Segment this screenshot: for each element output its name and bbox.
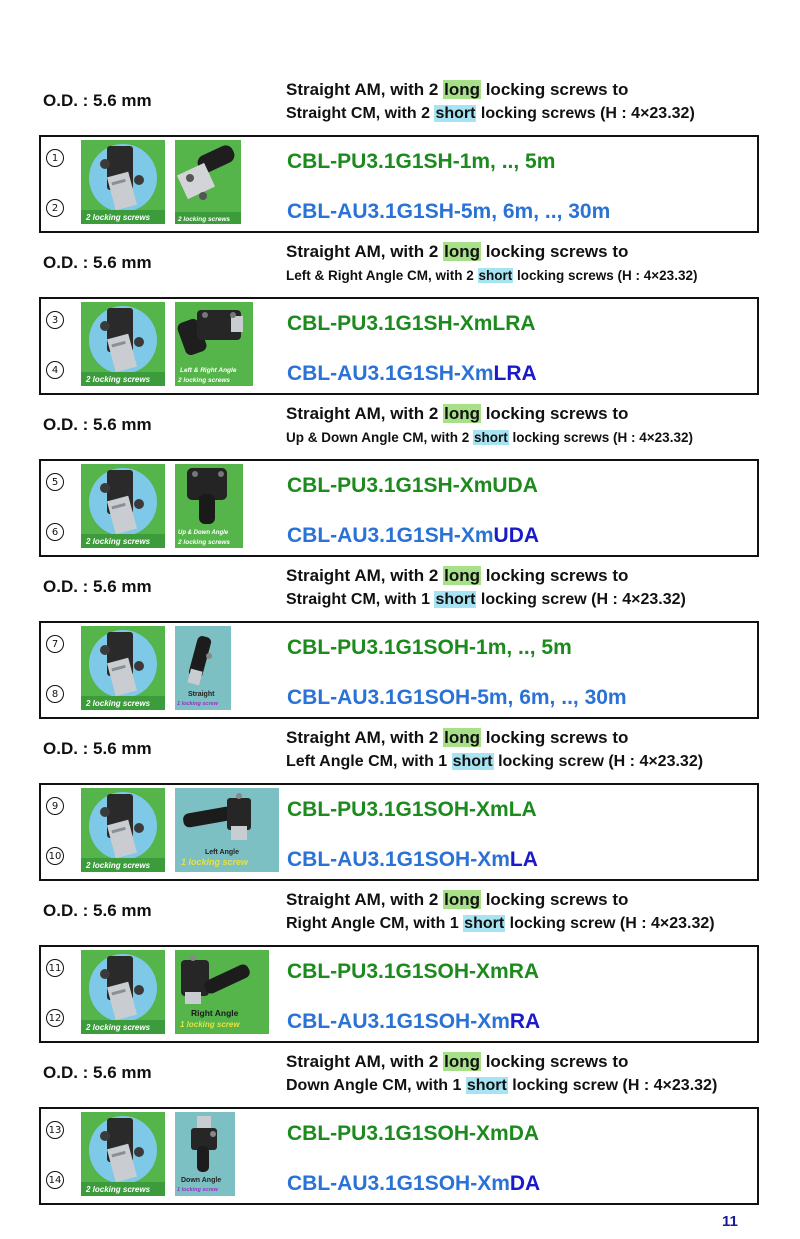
part-number-au-main: CBL-AU3.1G1SH-Xm bbox=[287, 362, 494, 385]
desc-text: Left & Right Angle CM, with 2 bbox=[286, 268, 478, 283]
image-title: Left & Right Angle bbox=[180, 367, 237, 374]
desc-text: Up & Down Angle CM, with 2 bbox=[286, 430, 473, 445]
image-title: Right Angle bbox=[191, 1008, 239, 1018]
right-angle-connector-image bbox=[175, 950, 269, 1034]
part-number-au-suffix: LA bbox=[509, 848, 538, 871]
usb-a-connector-image bbox=[81, 464, 165, 548]
cable-description bbox=[286, 726, 703, 773]
image-caption: 2 locking screws bbox=[86, 213, 151, 222]
section-header bbox=[0, 562, 800, 614]
section-header bbox=[0, 1048, 800, 1100]
image-title: Straight bbox=[188, 691, 215, 698]
image-caption: 1 locking screw bbox=[181, 857, 249, 867]
product-box bbox=[39, 945, 759, 1043]
part-number-au bbox=[287, 1010, 540, 1034]
part-number-au-suffix: DA bbox=[509, 1172, 541, 1195]
highlight-long: long bbox=[444, 890, 480, 909]
description-line-2 bbox=[286, 264, 697, 287]
product-box bbox=[39, 1107, 759, 1205]
part-number-pu: CBL-PU3.1G1SH-XmUDA bbox=[287, 474, 538, 497]
desc-text: locking screws (H : 4×23.32) bbox=[508, 430, 693, 445]
part-number-pu: CBL-PU3.1G1SOH-XmLA bbox=[287, 798, 537, 821]
outer-diameter: O.D. : 5.6 mm bbox=[43, 415, 152, 434]
cable-description bbox=[286, 564, 686, 611]
image-title: Left Angle bbox=[205, 849, 239, 856]
highlight-short: short bbox=[466, 1077, 507, 1094]
image-caption: 1 locking screw bbox=[177, 1187, 218, 1193]
left-right-angle-connector-image bbox=[175, 302, 253, 386]
desc-text: locking screws to bbox=[480, 1052, 629, 1071]
usb-a-connector-image bbox=[81, 302, 165, 386]
desc-text: locking screws to bbox=[480, 242, 629, 261]
highlight-short: short bbox=[435, 105, 476, 122]
up-down-angle-connector-image bbox=[175, 464, 243, 548]
item-number: 1 bbox=[46, 149, 64, 167]
image-caption: 2 locking screws bbox=[86, 699, 151, 708]
desc-text: locking screws to bbox=[480, 80, 629, 99]
desc-text: locking screws to bbox=[480, 728, 629, 747]
desc-text: locking screws to bbox=[480, 566, 629, 585]
product-box bbox=[39, 783, 759, 881]
image-title: Down Angle bbox=[181, 1177, 222, 1184]
product-box bbox=[39, 297, 759, 395]
section-header bbox=[0, 886, 800, 938]
part-number-pu: CBL-PU3.1G1SOH-XmRA bbox=[287, 960, 540, 983]
product-box bbox=[39, 459, 759, 557]
part-number-au-main: CBL-AU3.1G1SH-5m, 6m, .., 30m bbox=[287, 200, 611, 223]
desc-text: Straight AM, with 2 bbox=[286, 728, 444, 747]
part-number-au-main: CBL-AU3.1G1SOH-Xm bbox=[287, 1010, 510, 1033]
item-number: 10 bbox=[46, 847, 64, 865]
item-number: 3 bbox=[46, 311, 64, 329]
desc-text: locking screw (H : 4×23.32) bbox=[505, 915, 715, 932]
description-line-1 bbox=[286, 1050, 717, 1074]
item-number: 8 bbox=[46, 685, 64, 703]
description-line-1 bbox=[286, 564, 686, 588]
description-line-1 bbox=[286, 726, 703, 750]
section-header bbox=[0, 76, 800, 128]
desc-text: locking screws to bbox=[480, 404, 629, 423]
highlight-long: long bbox=[444, 80, 480, 99]
desc-text: locking screw (H : 4×23.32) bbox=[493, 753, 704, 770]
desc-text: Left Angle CM, with 1 bbox=[286, 753, 452, 770]
description-line-1 bbox=[286, 240, 697, 264]
image-caption: 2 locking screws bbox=[86, 861, 151, 870]
description-line-2 bbox=[286, 912, 715, 935]
image-caption: 2 locking screws bbox=[86, 375, 151, 384]
highlight-long: long bbox=[444, 566, 480, 585]
product-box bbox=[39, 135, 759, 233]
desc-text: Straight AM, with 2 bbox=[286, 1052, 444, 1071]
part-number-au bbox=[287, 848, 538, 872]
part-number-au bbox=[287, 524, 539, 548]
desc-text: Straight CM, with 2 bbox=[286, 105, 435, 122]
highlight-short: short bbox=[452, 753, 493, 770]
desc-text: Straight CM, with 1 bbox=[286, 591, 435, 608]
item-number: 11 bbox=[46, 959, 64, 977]
description-line-1 bbox=[286, 888, 715, 912]
highlight-long: long bbox=[444, 1052, 480, 1071]
part-number-pu: CBL-PU3.1G1SH-1m, .., 5m bbox=[287, 150, 556, 173]
section-header bbox=[0, 724, 800, 776]
down-angle-connector-image bbox=[175, 1112, 235, 1196]
part-number-au-main: CBL-AU3.1G1SOH-5m, 6m, .., 30m bbox=[287, 686, 627, 709]
item-number: 7 bbox=[46, 635, 64, 653]
part-number-au-main: CBL-AU3.1G1SH-Xm bbox=[287, 524, 494, 547]
desc-text: locking screws (H : 4×23.32) bbox=[476, 105, 695, 122]
image-caption: 2 locking screws bbox=[86, 1023, 151, 1032]
item-number: 6 bbox=[46, 523, 64, 541]
desc-text: locking screws (H : 4×23.32) bbox=[513, 268, 698, 283]
cable-description bbox=[286, 240, 697, 287]
image-title: Up & Down Angle bbox=[178, 530, 229, 536]
highlight-short: short bbox=[435, 591, 476, 608]
part-number-au bbox=[287, 1172, 540, 1196]
highlight-long: long bbox=[444, 728, 480, 747]
item-number: 5 bbox=[46, 473, 64, 491]
straight-one-screw-connector-image bbox=[175, 626, 231, 710]
item-number: 2 bbox=[46, 199, 64, 217]
description-line-2 bbox=[286, 426, 693, 449]
highlight-short: short bbox=[464, 915, 505, 932]
cable-description bbox=[286, 888, 715, 935]
usb-a-connector-image bbox=[81, 1112, 165, 1196]
page-number: 11 bbox=[722, 1213, 738, 1230]
desc-text: Straight AM, with 2 bbox=[286, 80, 444, 99]
highlight-short: short bbox=[478, 268, 513, 283]
image-caption: 2 locking screws bbox=[178, 539, 231, 546]
cable-description bbox=[286, 78, 695, 125]
product-box bbox=[39, 621, 759, 719]
outer-diameter: O.D. : 5.6 mm bbox=[43, 739, 152, 758]
description-line-2 bbox=[286, 1074, 717, 1097]
part-number-au bbox=[287, 362, 537, 386]
desc-text: Straight AM, with 2 bbox=[286, 566, 444, 585]
image-caption: 1 locking screw bbox=[177, 701, 218, 707]
left-angle-connector-image bbox=[175, 788, 279, 872]
description-line-2 bbox=[286, 588, 686, 611]
desc-text: locking screw (H : 4×23.32) bbox=[507, 1077, 718, 1094]
part-number-au-main: CBL-AU3.1G1SOH-Xm bbox=[287, 848, 510, 871]
part-number-au-suffix: UDA bbox=[493, 524, 540, 547]
outer-diameter: O.D. : 5.6 mm bbox=[43, 253, 152, 272]
description-line-1 bbox=[286, 78, 695, 102]
part-number-au-suffix: LRA bbox=[493, 362, 537, 385]
outer-diameter: O.D. : 5.6 mm bbox=[43, 901, 152, 920]
highlight-long: long bbox=[444, 242, 480, 261]
part-number-pu: CBL-PU3.1G1SOH-XmDA bbox=[287, 1122, 540, 1145]
description-line-2 bbox=[286, 750, 703, 773]
image-caption: 2 locking screws bbox=[86, 1185, 151, 1194]
image-caption: 2 locking screws bbox=[178, 377, 231, 384]
part-number-au-main: CBL-AU3.1G1SOH-Xm bbox=[287, 1172, 510, 1195]
outer-diameter: O.D. : 5.6 mm bbox=[43, 1063, 152, 1082]
image-caption: 2 locking screws bbox=[178, 216, 231, 223]
usb-a-connector-image bbox=[81, 788, 165, 872]
part-number-au-suffix: RA bbox=[509, 1010, 541, 1033]
cable-description bbox=[286, 402, 693, 449]
description-line-1 bbox=[286, 402, 693, 426]
cable-description bbox=[286, 1050, 717, 1097]
micro-b-straight-connector-image bbox=[175, 140, 241, 224]
part-number-pu: CBL-PU3.1G1SH-XmLRA bbox=[287, 312, 536, 335]
desc-text: Straight AM, with 2 bbox=[286, 404, 444, 423]
desc-text: locking screws to bbox=[480, 890, 629, 909]
item-number: 9 bbox=[46, 797, 64, 815]
desc-text: Right Angle CM, with 1 bbox=[286, 915, 464, 932]
desc-text: Straight AM, with 2 bbox=[286, 242, 444, 261]
section-header bbox=[0, 238, 800, 290]
item-number: 13 bbox=[46, 1121, 64, 1139]
part-number-au bbox=[287, 200, 610, 224]
desc-text: locking screw (H : 4×23.32) bbox=[476, 591, 686, 608]
part-number-au bbox=[287, 686, 627, 710]
item-number: 14 bbox=[46, 1171, 64, 1189]
image-caption: 1 locking screw bbox=[180, 1020, 240, 1029]
outer-diameter: O.D. : 5.6 mm bbox=[43, 91, 152, 110]
usb-a-connector-image bbox=[81, 140, 165, 224]
description-line-2 bbox=[286, 102, 695, 125]
outer-diameter: O.D. : 5.6 mm bbox=[43, 577, 152, 596]
item-number: 4 bbox=[46, 361, 64, 379]
desc-text: Straight AM, with 2 bbox=[286, 890, 444, 909]
desc-text: Down Angle CM, with 1 bbox=[286, 1077, 466, 1094]
usb-a-connector-image bbox=[81, 950, 165, 1034]
part-number-pu: CBL-PU3.1G1SOH-1m, .., 5m bbox=[287, 636, 572, 659]
highlight-short: short bbox=[474, 430, 508, 445]
item-number: 12 bbox=[46, 1009, 64, 1027]
highlight-long: long bbox=[444, 404, 480, 423]
image-caption: 2 locking screws bbox=[86, 537, 151, 546]
usb-a-connector-image bbox=[81, 626, 165, 710]
section-header bbox=[0, 400, 800, 452]
